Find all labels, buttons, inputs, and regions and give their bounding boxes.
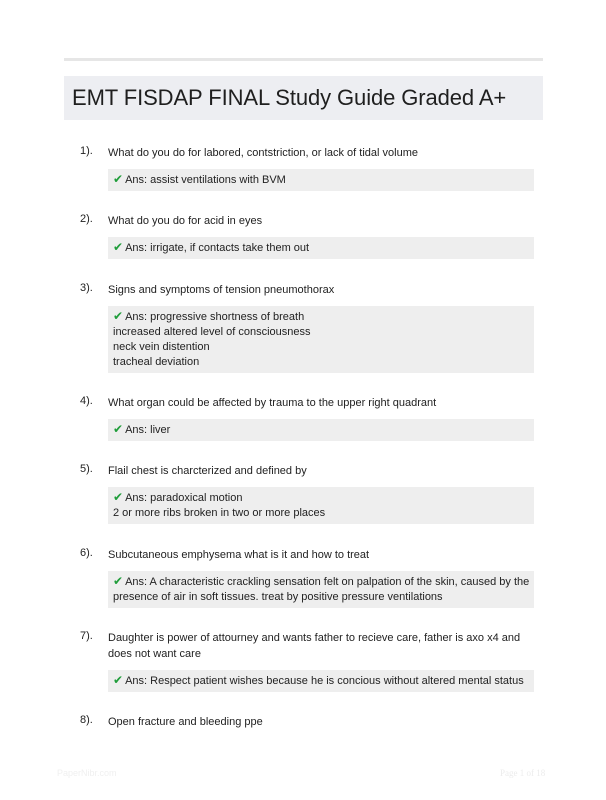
footer-site-watermark: PaperNibr.com [57,768,117,778]
check-icon: ✔ [113,309,124,323]
question-number: 7). [80,630,93,642]
check-icon: ✔ [113,490,124,504]
question-text: Open fracture and bleeding ppe [108,716,263,728]
answer-line: Ans: Respect patient wishes because he is concious without altered mental status [125,675,524,687]
question-number: 3). [80,282,93,294]
question-number: 2). [80,213,93,225]
question-text: Signs and symptoms of tension pneumothorax [108,284,335,296]
question-text: Flail chest is charcterized and defined by [108,465,307,477]
check-icon: ✔ [113,422,124,436]
answer-box [108,571,534,608]
question-number: 8). [80,714,93,726]
answer-box [108,670,534,692]
answer-line: tracheal deviation [113,356,200,368]
question-text: What organ could be affected by trauma to the upper right quadrant [108,397,437,409]
answer-box [108,487,534,524]
answer-box [108,306,534,373]
answer-line: 2 or more ribs broken in two or more places [113,507,326,519]
answer-line: Ans: irrigate, if contacts take them out [125,242,310,254]
answer-box [108,169,534,191]
question-number: 1). [80,145,93,157]
question-text: What do you do for labored, contstriction, or lack of tidal volume [108,147,418,159]
answer-line: Ans: liver [125,424,171,436]
question-text: What do you do for acid in eyes [108,215,263,227]
document-title: EMT FISDAP FINAL Study Guide Graded A+ [72,85,507,110]
answer-line: Ans: progressive shortness of breath [125,311,305,323]
check-icon: ✔ [113,673,124,687]
answer-line: Ans: assist ventilations with BVM [125,174,286,186]
question-number: 6). [80,547,93,559]
answer-line: Ans: paradoxical motion [125,492,243,504]
question-number: 4). [80,395,93,407]
answer-line: increased altered level of consciousness [113,326,311,338]
question-text: Daughter is power of attourney and wants father to recieve care, father is axo x4 and does not want care [108,632,521,660]
question-text: Subcutaneous emphysema what is it and how to treat [108,549,370,561]
check-icon: ✔ [113,172,124,186]
answer-line: Ans: A characteristic crackling sensation felt on palpation of the skin, caused by the presence of air in soft tissues. treat by positive pressure ventilations [113,576,530,603]
answer-box [108,237,534,259]
answer-box [108,419,534,441]
footer-page-number: Page 1 of 18 [500,768,546,778]
answer-line: neck vein distention [113,341,210,353]
title-banner [64,76,543,120]
question-number: 5). [80,463,93,475]
check-icon: ✔ [113,240,124,254]
top-divider [64,58,543,61]
check-icon: ✔ [113,574,124,588]
